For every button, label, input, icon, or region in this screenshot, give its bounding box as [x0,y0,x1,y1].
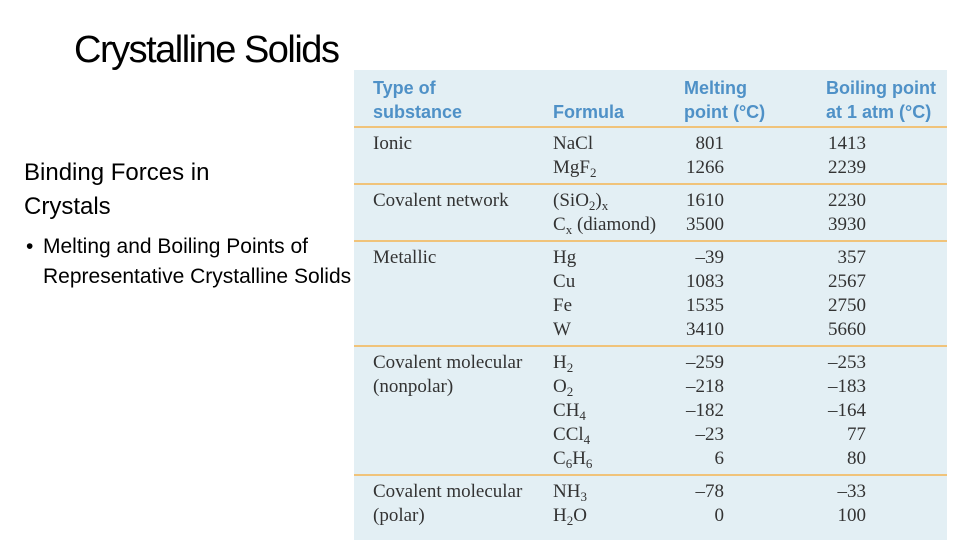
boiling-point-value: 3930 [828,214,866,235]
table-header-row [354,70,947,128]
bullet-text: Melting and Boiling Points of Representative Crystalline Solids [43,235,352,288]
header-mp-line-1: Melting [684,78,747,98]
bullet-item [26,232,356,292]
slide-subtitle [24,156,209,224]
boiling-point-value: 2230 [828,190,866,211]
formula-text: Hg [553,247,577,268]
formula-cell [553,246,576,342]
melting-point-value: –182 [686,400,724,421]
table-group [354,185,947,242]
substance-type-cell [373,132,412,156]
boiling-point-value: 1413 [828,133,866,154]
melting-point-value: 6 [714,448,724,469]
substance-type-cell [373,480,522,528]
substance-type-text: (polar) [373,505,425,526]
melting-point-cell [672,246,724,342]
formula-text: $(SiO_2)_x$ [553,190,609,213]
boiling-point-cell [814,351,866,471]
substance-type-text: (nonpolar) [373,376,454,397]
melting-point-value: 1266 [686,157,724,178]
substance-type-cell [373,246,436,270]
slide-title: Crystalline Solids [74,29,339,71]
subtitle-line-2: Crystals [24,193,111,220]
header-type [373,76,462,124]
header-bp-line-1: Boiling point [826,78,936,98]
formula-text: $C_6H_6$ [553,448,593,471]
header-type-line-1: Type of [373,78,436,98]
header-mp-line-2: point (°C) [684,102,766,122]
melting-point-value: –23 [695,424,724,445]
melting-point-value: 1610 [686,190,724,211]
boiling-point-value: 357 [837,247,866,268]
melting-boiling-table [354,70,947,540]
bullet-list [26,232,356,292]
formula-text: Fe [553,295,573,316]
boiling-point-cell [814,246,866,342]
boiling-point-value: 100 [837,505,866,526]
formula-cell [553,132,596,180]
boiling-point-value: 2239 [828,157,866,178]
boiling-point-value: 77 [847,424,866,445]
substance-type-text: Covalent network [373,190,509,211]
melting-point-cell [672,189,724,237]
melting-point-cell [672,480,724,528]
formula-cell [553,189,656,237]
formula-text: $CH_4$ [553,400,586,423]
melting-point-value: 3410 [686,319,724,340]
header-bp-line-2: at 1 atm (°C) [826,102,932,122]
substance-type-cell [373,351,522,399]
formula-text: NaCl [553,133,594,154]
formula-cell [553,351,592,471]
substance-type-cell [373,189,509,213]
table-group [354,242,947,347]
formula-text: $H_2O$ [553,505,587,528]
boiling-point-cell [814,480,866,528]
boiling-point-value: 80 [847,448,866,469]
melting-point-value: –218 [686,376,724,397]
formula-text: $O_2$ [553,376,574,399]
boiling-point-value: –164 [828,400,866,421]
melting-point-cell [672,351,724,471]
melting-point-value: –259 [686,352,724,373]
formula-text: MgF$_2$ [553,157,597,180]
formula-text: $H_2$ [553,352,574,375]
table-group [354,476,947,540]
table-group [354,347,947,476]
boiling-point-cell [814,189,866,237]
formula-text: $C_x$ (diamond) [553,214,657,237]
header-formula: Formula [553,102,625,122]
header-boiling-point [826,76,936,124]
melting-point-value: 1083 [686,271,724,292]
melting-point-value: –78 [695,481,724,502]
bullet-dot-icon: • [26,235,34,258]
formula-text: Cu [553,271,576,292]
boiling-point-value: –253 [828,352,866,373]
boiling-point-value: –183 [828,376,866,397]
melting-point-value: 3500 [686,214,724,235]
boiling-point-value: 2750 [828,295,866,316]
boiling-point-value: 5660 [828,319,866,340]
header-melting-point [684,76,765,124]
melting-point-value: 0 [714,505,724,526]
melting-point-value: 801 [695,133,724,154]
boiling-point-cell [814,132,866,180]
melting-point-value: 1535 [686,295,724,316]
subtitle-line-1: Binding Forces in [24,159,210,186]
header-type-line-2: substance [373,102,463,122]
formula-cell [553,480,587,528]
substance-type-text: Covalent molecular [373,481,523,502]
melting-point-value: –39 [695,247,724,268]
substance-type-text: Ionic [373,133,413,154]
melting-point-cell [672,132,724,180]
substance-type-text: Metallic [373,247,437,268]
table-group [354,128,947,185]
formula-text: $NH_3$ [553,481,587,504]
formula-text: W [553,319,571,340]
boiling-point-value: –33 [837,481,866,502]
boiling-point-value: 2567 [828,271,866,292]
formula-text: CCl$_4$ [553,424,591,447]
substance-type-text: Covalent molecular [373,352,523,373]
